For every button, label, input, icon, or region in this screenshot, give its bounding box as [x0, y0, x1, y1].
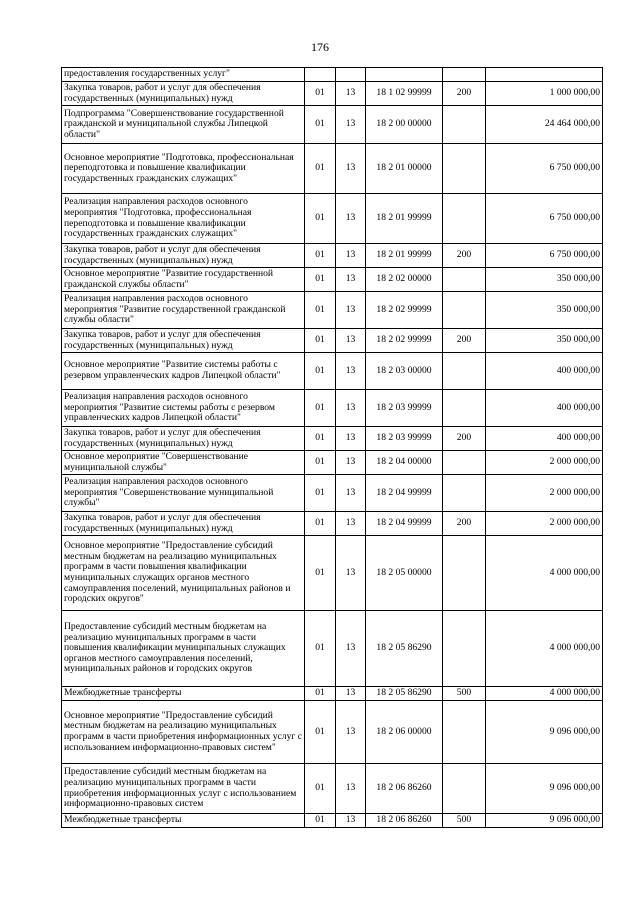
- row-section: 01: [305, 427, 336, 451]
- row-expense-type: [443, 268, 486, 292]
- row-name: Основное мероприятие "Предоставление субсидий местным бюджетам на реализацию муниципальных программ в части повышения квалификации муниципальных служащих органов местного самоуправления поселений, муниципальных районов и городских округов": [62, 536, 305, 611]
- row-subsection: 13: [336, 451, 366, 475]
- row-subsection: 13: [336, 475, 366, 512]
- table-row: [62, 536, 603, 611]
- row-name: Основное мероприятие "Совершенствование муниципальной службы": [62, 451, 305, 475]
- row-section: 01: [305, 701, 336, 764]
- row-subsection: 13: [336, 329, 366, 353]
- row-name: Закупка товаров, работ и услуг для обеспечения государственных (муниципальных) нужд: [62, 244, 305, 268]
- row-target-code: 18 2 03 99999: [366, 427, 443, 451]
- table-row: [62, 194, 603, 244]
- row-section: 01: [305, 764, 336, 814]
- row-target-code: 18 2 04 99999: [366, 512, 443, 536]
- row-name: Межбюджетные трансферты: [62, 687, 305, 701]
- row-amount: 400 000,00: [486, 353, 603, 390]
- row-target-code: 18 2 00 00000: [366, 106, 443, 144]
- table-row: [62, 292, 603, 329]
- row-amount: 6 750 000,00: [486, 194, 603, 244]
- row-section: 01: [305, 390, 336, 427]
- row-section: 01: [305, 687, 336, 701]
- table-row: [62, 329, 603, 353]
- row-subsection: 13: [336, 268, 366, 292]
- row-section: 01: [305, 106, 336, 144]
- table-row: [62, 611, 603, 687]
- table-row: [62, 68, 603, 82]
- row-expense-type: [443, 536, 486, 611]
- row-target-code: 18 2 03 99999: [366, 390, 443, 427]
- row-amount: 9 096 000,00: [486, 701, 603, 764]
- row-amount: 24 464 000,00: [486, 106, 603, 144]
- row-subsection: 13: [336, 292, 366, 329]
- budget-table: [61, 67, 603, 828]
- row-expense-type: [443, 144, 486, 194]
- row-section: 01: [305, 611, 336, 687]
- row-amount: 400 000,00: [486, 427, 603, 451]
- table-row: [62, 687, 603, 701]
- row-amount: 2 000 000,00: [486, 512, 603, 536]
- row-expense-type: [443, 292, 486, 329]
- row-subsection: 13: [336, 764, 366, 814]
- row-section: 01: [305, 451, 336, 475]
- row-subsection: 13: [336, 244, 366, 268]
- table-row: [62, 82, 603, 106]
- row-name: Предоставление субсидий местным бюджетам на реализацию муниципальных программ в части повышения квалификации муниципальных служащих органов местного самоуправления поселений, муниципальных районов и городских округов: [62, 611, 305, 687]
- row-expense-type: [443, 701, 486, 764]
- row-amount: 6 750 000,00: [486, 144, 603, 194]
- row-section: 01: [305, 353, 336, 390]
- row-amount: 2 000 000,00: [486, 451, 603, 475]
- row-expense-type: 500: [443, 687, 486, 701]
- row-name: Реализация направления расходов основного мероприятия "Развитие системы работы с резервом управленческих кадров Липецкой области": [62, 390, 305, 427]
- row-expense-type: 200: [443, 244, 486, 268]
- row-subsection: 13: [336, 427, 366, 451]
- table-row: [62, 353, 603, 390]
- row-subsection: [336, 68, 366, 82]
- row-expense-type: [443, 353, 486, 390]
- row-subsection: 13: [336, 687, 366, 701]
- row-section: 01: [305, 144, 336, 194]
- row-target-code: 18 1 02 99999: [366, 82, 443, 106]
- row-name: Основное мероприятие "Развитие системы работы с резервом управленческих кадров Липецкой области": [62, 353, 305, 390]
- row-section: 01: [305, 536, 336, 611]
- table-row: [62, 268, 603, 292]
- row-name: Закупка товаров, работ и услуг для обеспечения государственных (муниципальных) нужд: [62, 82, 305, 106]
- table-row: [62, 814, 603, 828]
- row-subsection: 13: [336, 144, 366, 194]
- row-amount: 350 000,00: [486, 292, 603, 329]
- row-amount: 350 000,00: [486, 268, 603, 292]
- table-row: [62, 701, 603, 764]
- row-name: предоставления государственных услуг": [62, 68, 305, 82]
- row-subsection: 13: [336, 512, 366, 536]
- row-name: Закупка товаров, работ и услуг для обеспечения государственных (муниципальных) нужд: [62, 427, 305, 451]
- row-amount: 4 000 000,00: [486, 611, 603, 687]
- row-target-code: 18 2 01 99999: [366, 244, 443, 268]
- row-subsection: 13: [336, 194, 366, 244]
- row-target-code: 18 2 05 86290: [366, 611, 443, 687]
- row-amount: [486, 68, 603, 82]
- row-target-code: 18 2 06 86260: [366, 764, 443, 814]
- row-amount: 4 000 000,00: [486, 536, 603, 611]
- row-name: Межбюджетные трансферты: [62, 814, 305, 828]
- page-number: 176: [311, 40, 329, 54]
- row-section: 01: [305, 329, 336, 353]
- row-amount: 350 000,00: [486, 329, 603, 353]
- row-target-code: 18 2 02 00000: [366, 268, 443, 292]
- row-expense-type: 200: [443, 512, 486, 536]
- row-amount: 2 000 000,00: [486, 475, 603, 512]
- row-expense-type: [443, 764, 486, 814]
- row-section: [305, 68, 336, 82]
- table-row: [62, 451, 603, 475]
- budget-table-body: [62, 68, 603, 828]
- row-name: Предоставление субсидий местным бюджетам на реализацию муниципальных программ в части приобретения информационных услуг с использованием информационно-правовых систем: [62, 764, 305, 814]
- row-expense-type: 200: [443, 427, 486, 451]
- row-subsection: 13: [336, 814, 366, 828]
- row-amount: 9 096 000,00: [486, 814, 603, 828]
- row-name: Закупка товаров, работ и услуг для обеспечения государственных (муниципальных) нужд: [62, 329, 305, 353]
- row-expense-type: 200: [443, 82, 486, 106]
- row-expense-type: 500: [443, 814, 486, 828]
- row-amount: 400 000,00: [486, 390, 603, 427]
- row-target-code: 18 2 01 99999: [366, 194, 443, 244]
- row-name: Реализация направления расходов основного мероприятия "Развитие государственной гражданской службы области": [62, 292, 305, 329]
- row-expense-type: [443, 611, 486, 687]
- table-row: [62, 475, 603, 512]
- row-target-code: 18 2 03 00000: [366, 353, 443, 390]
- row-expense-type: [443, 106, 486, 144]
- row-expense-type: [443, 451, 486, 475]
- row-section: 01: [305, 292, 336, 329]
- row-name: Основное мероприятие "Подготовка, профессиональная переподготовка и повышение квалификации государственных гражданских служащих": [62, 144, 305, 194]
- row-amount: 4 000 000,00: [486, 687, 603, 701]
- table-row: [62, 144, 603, 194]
- row-name: Реализация направления расходов основного мероприятия "Подготовка, профессиональная переподготовка и повышение квалификации государственных гражданских служащих": [62, 194, 305, 244]
- row-name: Реализация направления расходов основного мероприятия "Совершенствование муниципальной службы": [62, 475, 305, 512]
- row-expense-type: [443, 194, 486, 244]
- row-name: Основное мероприятие "Предоставление субсидий местным бюджетам на реализацию муниципальных программ в части приобретения информационных услуг с использованием информационно-правовых систем": [62, 701, 305, 764]
- row-target-code: 18 2 06 00000: [366, 701, 443, 764]
- row-subsection: 13: [336, 390, 366, 427]
- row-section: 01: [305, 82, 336, 106]
- row-subsection: 13: [336, 611, 366, 687]
- row-section: 01: [305, 814, 336, 828]
- table-row: [62, 244, 603, 268]
- row-subsection: 13: [336, 536, 366, 611]
- row-section: 01: [305, 475, 336, 512]
- row-target-code: 18 2 01 00000: [366, 144, 443, 194]
- row-name: Закупка товаров, работ и услуг для обеспечения государственных (муниципальных) нужд: [62, 512, 305, 536]
- row-section: 01: [305, 244, 336, 268]
- table-row: [62, 390, 603, 427]
- row-amount: 9 096 000,00: [486, 764, 603, 814]
- row-section: 01: [305, 194, 336, 244]
- row-target-code: [366, 68, 443, 82]
- table-row: [62, 106, 603, 144]
- row-expense-type: [443, 68, 486, 82]
- row-expense-type: [443, 390, 486, 427]
- row-subsection: 13: [336, 353, 366, 390]
- row-expense-type: [443, 475, 486, 512]
- row-name: Основное мероприятие "Развитие государственной гражданской службы области": [62, 268, 305, 292]
- row-expense-type: 200: [443, 329, 486, 353]
- row-target-code: 18 2 05 86290: [366, 687, 443, 701]
- row-target-code: 18 2 04 99999: [366, 475, 443, 512]
- row-amount: 1 000 000,00: [486, 82, 603, 106]
- row-target-code: 18 2 04 00000: [366, 451, 443, 475]
- row-subsection: 13: [336, 82, 366, 106]
- table-row: [62, 427, 603, 451]
- row-subsection: 13: [336, 701, 366, 764]
- row-target-code: 18 2 02 99999: [366, 292, 443, 329]
- row-section: 01: [305, 268, 336, 292]
- row-target-code: 18 2 02 99999: [366, 329, 443, 353]
- row-name: Подпрограмма "Совершенствование государственной гражданской и муниципальной службы Липецкой области": [62, 106, 305, 144]
- row-section: 01: [305, 512, 336, 536]
- row-amount: 6 750 000,00: [486, 244, 603, 268]
- row-subsection: 13: [336, 106, 366, 144]
- row-target-code: 18 2 06 86260: [366, 814, 443, 828]
- row-target-code: 18 2 05 00000: [366, 536, 443, 611]
- table-row: [62, 512, 603, 536]
- table-row: [62, 764, 603, 814]
